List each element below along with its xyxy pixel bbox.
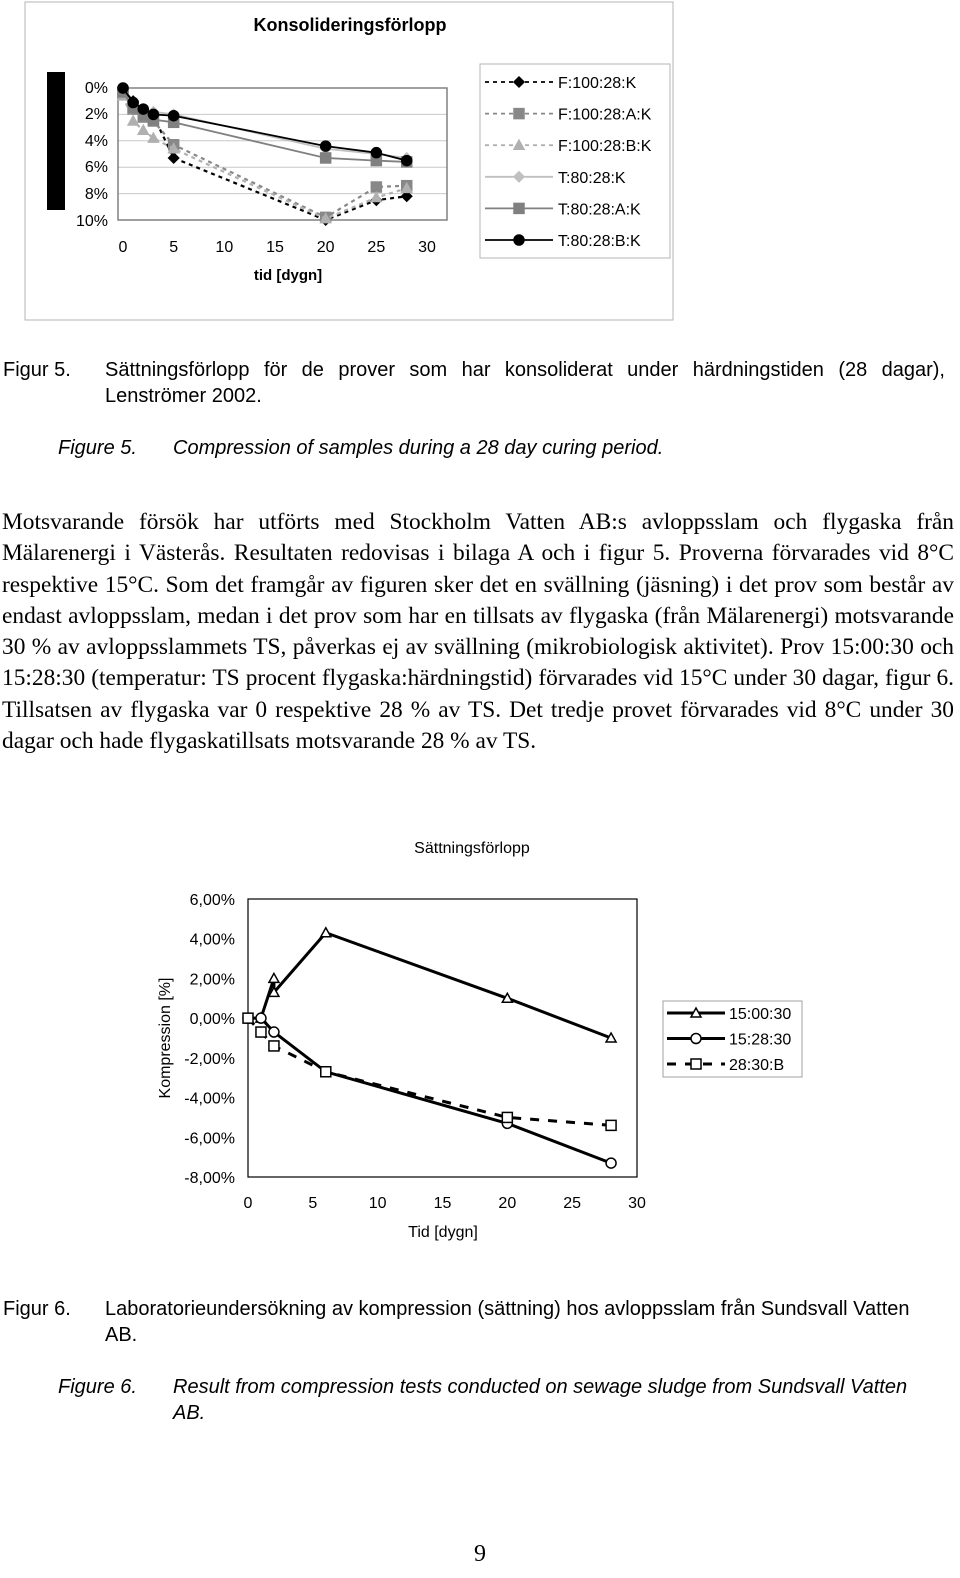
x-tick-label: 15 [266,239,284,256]
series-line [248,1018,611,1163]
legend-label: T:80:28:K [558,169,626,187]
x-tick-label: 25 [367,239,386,256]
caption-label: Figure 6. [58,1376,137,1398]
x-tick-label: 5 [308,1195,318,1212]
figure6-caption-en [58,1374,948,1428]
caption-text: Laboratorieundersökning av kompression (sättning) hos avloppsslam från Sundsvall Vatten AB. [105,1298,910,1346]
chart-consolidation [0,0,960,330]
data-point [502,1112,512,1122]
legend-swatch-marker [691,1059,701,1069]
y-tick-label: 0,00% [189,1011,235,1029]
data-point [118,83,128,93]
black-bar-decoration [47,72,65,210]
series-15:00:30 [256,928,616,1042]
y-tick-labels [184,892,235,1187]
x-tick-label: 0 [243,1195,253,1212]
data-point [321,141,331,151]
caption-label: Figur 5. [3,359,71,381]
data-point [256,1013,266,1023]
chart-title: Konsolideringsförlopp [253,15,447,35]
x-tick-label: 5 [169,239,179,256]
y-tick-label: 2,00% [189,971,235,989]
data-point [402,156,412,166]
data-point [256,1027,266,1037]
x-tick-labels [244,1195,646,1212]
legend-box [480,64,670,258]
x-axis-label: Tid [dygn] [408,1224,478,1241]
data-point [243,1013,253,1023]
legend-label: F:100:28:A:K [558,106,652,124]
y-axis-label: Kompression [%] [157,977,174,1099]
y-tick-label: 6% [84,159,108,176]
y-tick-label: -6,00% [184,1130,235,1148]
page-number: 9 [474,1541,486,1567]
figure5-caption-sv [3,357,953,411]
data-point [321,1067,331,1077]
caption-text: Compression of samples during a 28 day curing period. [173,437,664,459]
y-tick-label: -2,00% [184,1050,235,1068]
y-tick-label: 8% [84,186,108,203]
legend-swatch-marker [514,109,524,119]
data-point [148,109,158,119]
y-tick-label: 4,00% [189,931,235,949]
data-point [371,182,381,192]
x-tick-label: 10 [368,1195,387,1212]
data-point [371,148,381,158]
data-point [269,1027,279,1037]
body-paragraph: Motsvarande försök har utförts med Stockholm Vatten AB:s avloppsslam och flygaska från Mälarenergi i Västerås. Resultaten redovisas i bilaga A och i figur 5. Proverna förvarades vid 8°C respektive 15°C. Som det framgår av figuren sker det en svällning (jäsning) i det prov som består av endast avloppsslam, medan i det prov som har en tillsats av flygaska (från Mälarenergi) motsvarande 30 % av avloppsslammets TS, påverkas ej av svällning (mikrobiologisk aktivitet). Prov 15:00:30 och 15:28:30 (temperatur: TS procent flygaska:härdningstid) förvarades vid 15°C under 30 dagar, figur 6. Tillsatsen av flygaska var 0 respektive 28 % av TS. Det tredje provet förvarades vid 8°C under 30 dagar och hade flygaskatillsats motsvarande 28 % av TS. [2,509,954,755]
legend-swatch-marker [514,203,524,213]
caption-label: Figur 6. [3,1298,71,1320]
legend-label: F:100:28:K [558,75,637,92]
data-point [138,104,148,114]
x-axis-label: tid [dygn] [253,267,323,284]
plot-area-border [248,899,637,1177]
y-tick-label: 4% [84,133,108,150]
legend-label: T:80:28:A:K [558,201,641,219]
x-tick-label: 25 [563,1195,582,1212]
series-line [261,933,611,1038]
series-group [243,928,616,1168]
legend-label: F:100:28:B:K [558,138,652,156]
data-point [269,1041,279,1051]
figure6-caption-sv [3,1296,953,1350]
y-tick-label: 2% [84,106,108,123]
data-point [321,928,331,937]
data-point [606,1158,616,1168]
y-tick-label: 6,00% [189,892,235,909]
data-point [269,973,279,982]
caption-text: Result from compression tests conducted on sewage sludge from Sundsvall Vatten AB. [173,1376,908,1424]
data-point [606,1120,616,1130]
x-tick-label: 30 [418,239,436,256]
legend-label: 15:28:30 [729,1031,792,1049]
y-tick-label: 10% [75,213,108,230]
data-point [128,98,138,108]
x-tick-label: 30 [628,1195,646,1212]
legend-label: 15:00:30 [729,1006,792,1023]
legend-swatch-marker [691,1034,701,1044]
series-28:30:B [243,1013,616,1130]
legend-swatch-marker [514,235,524,245]
caption-label: Figure 5. [58,437,137,459]
data-point [169,111,179,121]
figure5-caption-en [58,435,948,463]
data-point [321,153,331,163]
x-tick-label: 0 [118,239,128,256]
chart-title: Sättningsförlopp [414,840,530,857]
y-tick-label: -8,00% [184,1170,235,1187]
y-tick-label: -4,00% [184,1090,235,1108]
caption-text: Sättningsförlopp för de prover som har konsoliderat under härdningstiden (28 dagar), Lenströmer 2002. [105,359,945,407]
x-tick-label: 10 [215,239,234,256]
legend-label: 28:30:B [729,1057,785,1074]
legend-label: T:80:28:B:K [558,233,641,250]
x-tick-label: 20 [498,1195,517,1212]
y-tick-label: 0% [84,80,108,97]
series-line [248,1018,611,1125]
x-tick-label: 20 [316,239,335,256]
series-15:28:30 [243,1013,616,1168]
x-tick-label: 15 [433,1195,452,1212]
chart-settlement [0,820,960,1260]
